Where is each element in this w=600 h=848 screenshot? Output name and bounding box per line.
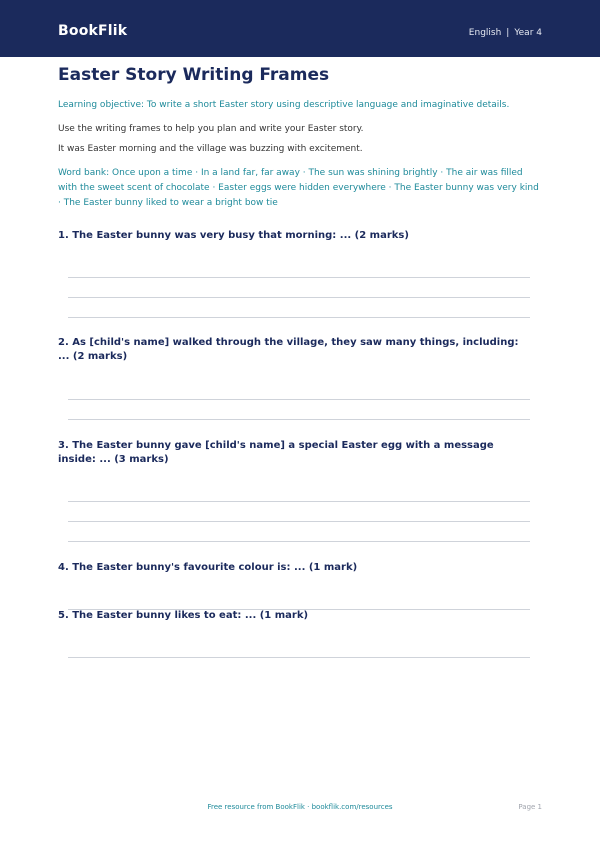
question-4: 4. The Easter bunny's favourite colour is: ... (1 mark) xyxy=(58,562,358,573)
answer-line[interactable] xyxy=(68,521,530,522)
question-3: 3. The Easter bunny gave [child's name] a special Easter egg with a message inside: ... (3 marks) xyxy=(58,440,494,465)
word-bank: Word bank: Once upon a time · In a land far, far away · The sun was shining brightly · The air was filled with the sweet scent of chocolate · Easter eggs were hidden everywhere · The Easter bunny was very kind · The Easter bunny liked to wear a bright bow tie xyxy=(58,168,539,208)
page-number: Page 1 xyxy=(518,803,542,811)
answer-line[interactable] xyxy=(68,501,530,502)
answer-line[interactable] xyxy=(68,317,530,318)
worksheet-intro xyxy=(58,64,542,211)
instruction-text: Use the writing frames to help you plan and write your Easter story. xyxy=(58,124,364,134)
question-5: 5. The Easter bunny likes to eat: ... (1 mark) xyxy=(58,610,309,621)
subject-year xyxy=(469,28,542,38)
answer-line[interactable] xyxy=(68,541,530,542)
page-title: Easter Story Writing Frames xyxy=(58,65,330,85)
brand-logo[interactable]: BookFlik xyxy=(58,23,128,39)
answer-line[interactable] xyxy=(68,277,530,278)
meta-separator: | xyxy=(506,28,510,38)
year-label: Year 4 xyxy=(514,28,542,38)
question-2: 2. As [child's name] walked through the village, they saw many things, including: ... (2 marks) xyxy=(58,337,519,362)
answer-line[interactable] xyxy=(68,399,530,400)
answer-line[interactable] xyxy=(68,419,530,420)
subject-label: English xyxy=(468,28,502,38)
answer-line[interactable] xyxy=(68,297,530,298)
answer-line[interactable] xyxy=(68,657,530,658)
intro-text: It was Easter morning and the village was buzzing with excitement. xyxy=(58,144,363,154)
learning-objective: Learning objective: To write a short Easter story using descriptive language and imaginative details. xyxy=(58,100,510,110)
footer-link[interactable]: Free resource from BookFlik · bookflik.com/resources xyxy=(207,803,393,811)
site-header xyxy=(0,0,600,57)
question-1: 1. The Easter bunny was very busy that morning: ... (2 marks) xyxy=(58,230,409,241)
